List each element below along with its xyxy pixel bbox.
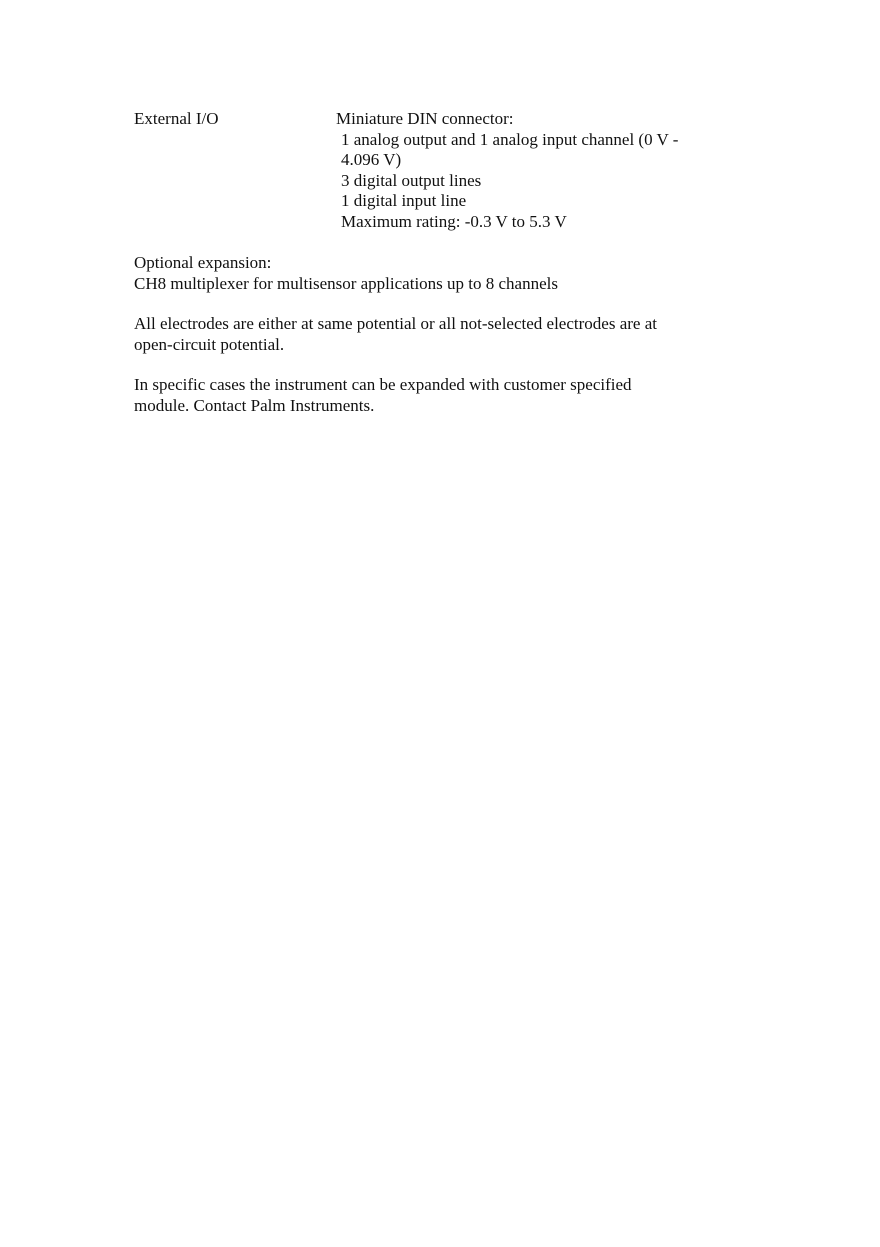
optional-expansion-text: CH8 multiplexer for multisensor applications up to 8 channels xyxy=(134,273,558,293)
spec-value xyxy=(336,109,736,232)
custom-module-paragraph xyxy=(134,375,734,416)
electrodes-line: open-circuit potential. xyxy=(134,334,285,354)
spec-line: 3 digital output lines xyxy=(341,170,482,190)
spec-line: Maximum rating: -0.3 V to 5.3 V xyxy=(341,211,567,231)
spec-row-external-io xyxy=(134,109,754,233)
electrodes-paragraph xyxy=(134,314,734,355)
spec-heading: Miniature DIN connector: xyxy=(336,109,514,128)
optional-expansion-heading: Optional expansion: xyxy=(134,253,272,272)
custom-module-line: module. Contact Palm Instruments. xyxy=(134,395,375,415)
optional-expansion-paragraph xyxy=(134,253,734,294)
spec-line: 1 digital input line xyxy=(341,191,467,210)
custom-module-line: In specific cases the instrument can be expanded with customer specified xyxy=(134,375,632,394)
electrodes-line: All electrodes are either at same potential or all not-selected electrodes are at xyxy=(134,314,657,333)
spec-label: External I/O xyxy=(134,109,219,128)
spec-lines xyxy=(336,130,736,233)
spec-line: 1 analog output and 1 analog input channel (0 V - xyxy=(341,129,679,149)
spec-line: 4.096 V) xyxy=(341,150,402,169)
